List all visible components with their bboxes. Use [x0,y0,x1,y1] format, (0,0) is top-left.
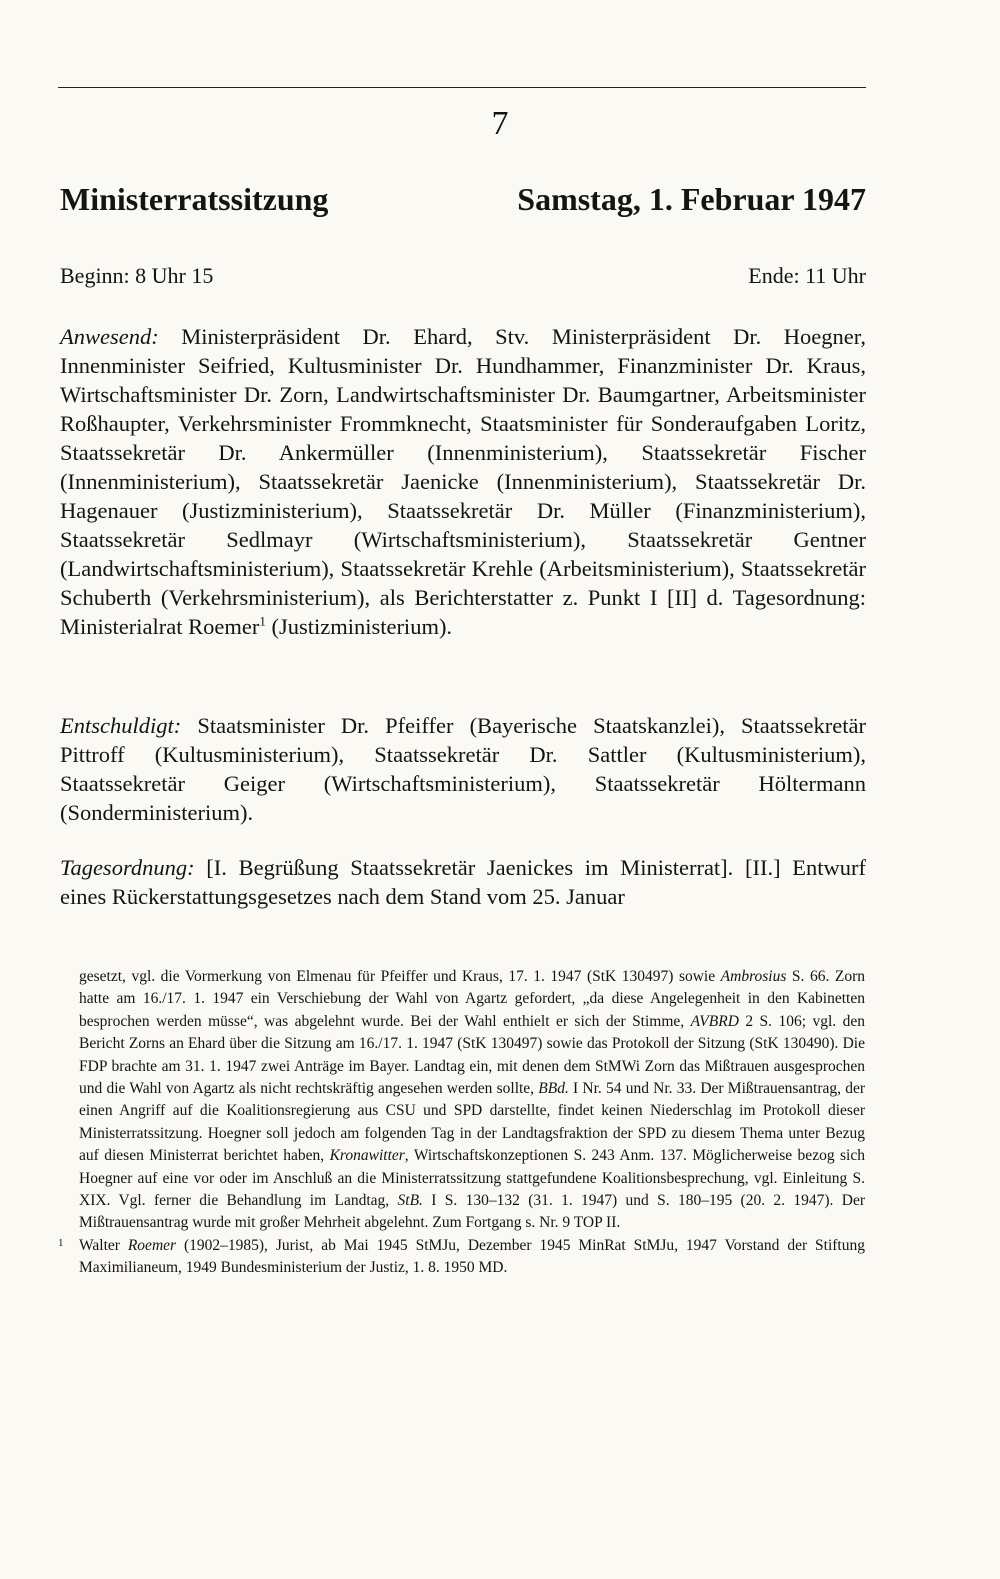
attendees-label: Anwesend: [60,324,159,349]
excused-label: Entschuldigt: [60,713,182,738]
end-time: Ende: 11 Uhr [748,263,866,288]
footnote-text: , Wirtschaftskonzeptionen S. 243 Anm. 137. Möglicherweise bezog sich Hoegner auf eine vor oder im Anschluß an die Ministerratssitzung stattgefundene Koalitionsbesprechung, vgl. Einleitung S. XIX. Vgl. ferner die Behandlung im Landtag, [79,1147,865,1210]
footnote-1 [58,1235,865,1280]
attendees-paragraph [60,322,866,641]
header-rule [58,87,866,88]
footnote-citation: Kronawitter [329,1147,405,1165]
document-number: 7 [491,105,509,142]
time-row [60,263,866,293]
excused-text: Staatsminister Dr. Pfeiffer (Bayerische Staatskanzlei), Staatssekretär Pittroff (Kultusministerium), Staatssekretär Dr. Sattler (Kultusministerium), Staatssekretär Geiger (Wirtschaftsministerium), Staatssekretär Höltermann (Sonderministerium). [60,713,866,825]
footnote-citation: BBd. [538,1080,569,1098]
document-date: Samstag, 1. Februar 1947 [517,181,866,217]
bleed-through-header [58,55,866,79]
footnote-citation: Ambrosius [720,968,787,985]
footnote-reference[interactable]: 1 [259,613,266,629]
footnotes-section [58,966,866,1280]
attendees-text-end: (Justizministerium). [265,614,453,639]
footnote-text: I S. 130–132 (31. 1. 1947) und S. 180–195 (20. 2. 1947). Der Mißtrauensantrag wurde mit großer Mehrheit abgelehnt. Zum Fortgang s. Nr. 9 TOP II. [79,1192,865,1232]
footnote-text: 2 S. 106; vgl. den Bericht Zorns an Ehard über die Sitzung am 16./17. 1. 1947 (StK 130497) sowie das Protokoll der Sitzung (StK 130490). Die FDP brachte am 31. 1. 1947 zwei Anträge im Bayer. Landtag ein, mit denen dem StMWi Zorn das Mißtrauen ausgesprochen und die Wahl von Agartz als nicht rechtskräftig angesehen werden sollte, [79,1012,865,1098]
start-time: Beginn: 8 Uhr 15 [60,263,214,288]
agenda-label: Tagesordnung: [60,855,195,880]
footnote-citation: AVBRD [690,1012,739,1030]
excused-paragraph [60,711,866,827]
attendees-text: Ministerpräsident Dr. Ehard, Stv. Ministerpräsident Dr. Hoegner, Innenminister Seifried, Kultusminister Dr. Hundhammer, Finanzminister Dr. Kraus, Wirtschaftsminister Dr. Zorn, Landwirtschaftsminister Dr. Baumgartner, Arbeitsminister Roßhaupter, Verkehrsminister Frommknecht, Staatsminister für Sonderaufgaben Loritz, Staatssekretär Dr. Ankermüller (Innenministerium), Staatssekretär Fischer (Innenministerium), Staatssekretär Jaenicke (Innenministerium), Staatssekretär Dr. Hagenauer (Justizministerium), Staatssekretär Dr. Müller (Finanzministerium), Staatssekretär Sedlmayr (Wirtschaftsministerium), Staatssekretär Gentner (Landwirtschaftsministerium), Staatssekretär Krehle (Arbeitsministerium), Staatssekretär Schuberth (Verkehrsministerium), als Berichterstatter z. Punkt I [II] d. Tagesordnung: Ministerialrat Roemer [60,324,866,639]
document-title: Ministerratssitzung [60,181,329,217]
footnote-citation: StB. [397,1192,423,1210]
title-row [60,181,866,221]
footnote-text: (1902–1985), Jurist, ab Mai 1945 StMJu, Dezember 1945 MinRat StMJu, 1947 Vorstand der Stiftung Maximilianeum, 1949 Bundesministerium der Justiz, 1. 8. 1950 MD. [79,1236,865,1277]
footnote-text: I Nr. 54 und Nr. 33. Der Mißtrauensantrag, der einen Angriff auf die Koalitionsregierung aus CSU und SPD darstellte, findet keinen Niederschlag im Protokoll dieser Ministerratssitzung. Hoegner soll jedoch am folgenden Tag in der Landtagsfraktion der SPD zu diesem Thema unter Bezug auf diesen Ministerrat berichtet haben, [79,1080,866,1165]
footnote-name: Roemer [127,1236,177,1254]
agenda-text: [I. Begrüßung Staatssekretär Jaenickes im Ministerrat]. [II.] Entwurf eines Rückerstattungsgesetzes nach dem Stand vom 25. Januar [60,855,866,909]
footnote-text: Walter [79,1236,128,1254]
footnote-text: gesetzt, vgl. die Vormerkung von Elmenau für Pfeiffer und Kraus, 17. 1. 1947 (StK 130497) sowie [79,968,721,985]
footnote-marker: 1 [58,1236,64,1249]
footnote-continuation [79,966,865,1235]
agenda-paragraph [60,853,866,911]
footnote-text: S. 66. Zorn hatte am 16./17. 1. 1947 ein Verschiebung der Wahl von Agartz gefordert, „da diese Angelegenheit in den Kabinetten besprochen werden müsse“, was abgelehnt wurde. Bei der Wahl enthielt er sich der Stimme, [79,968,865,1030]
